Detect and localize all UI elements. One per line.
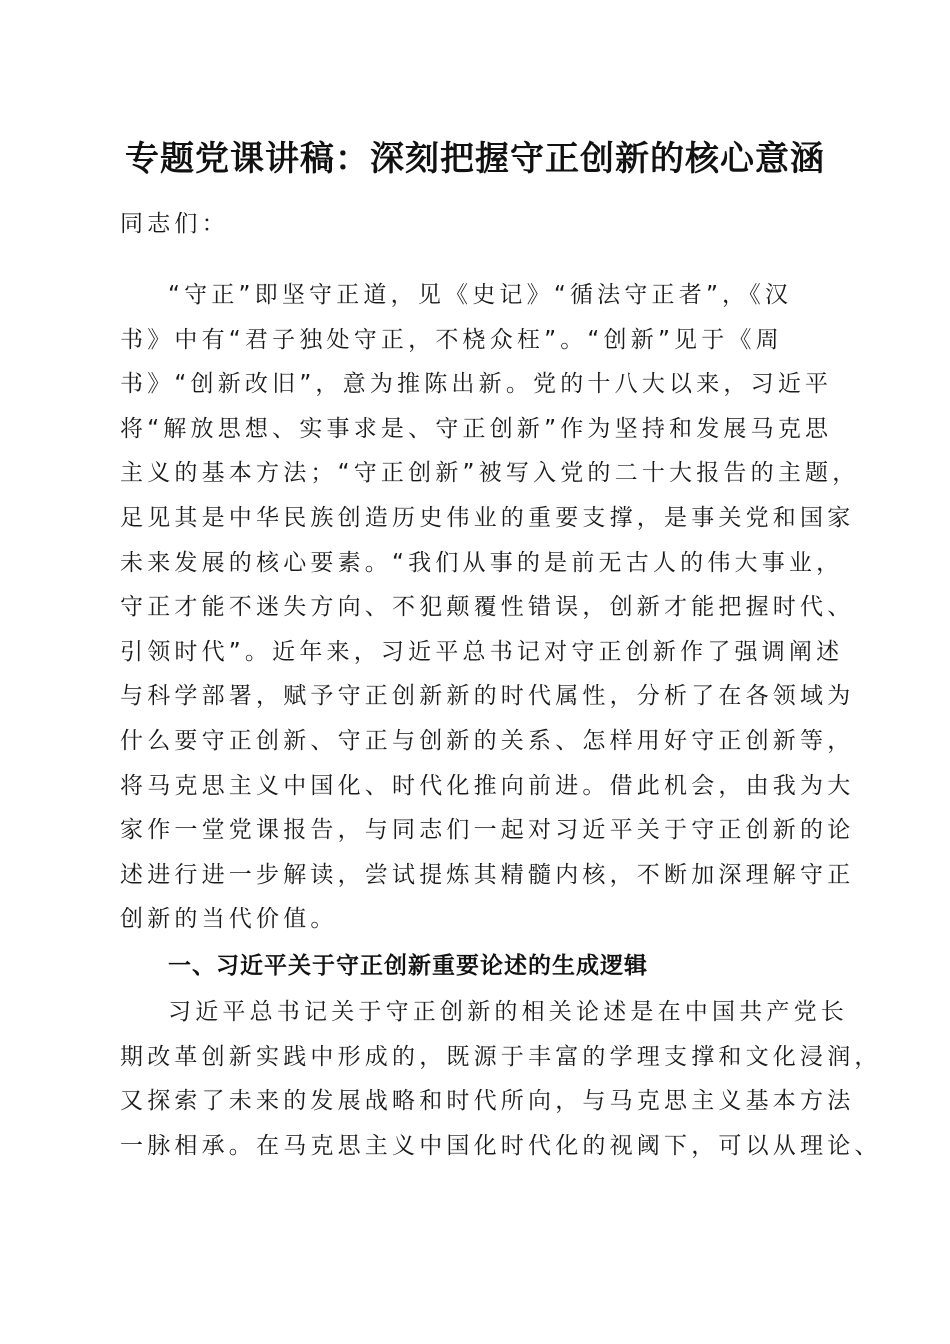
paragraph-line: 主义的基本方法；“守正创新”被写入党的二十大报告的主题， xyxy=(120,460,860,487)
paragraph-line: 期改革创新实践中形成的，既源于丰富的学理支撑和文化浸润， xyxy=(120,1043,882,1070)
document-title: 专题党课讲稿：深刻把握守正创新的核心意涵 xyxy=(125,139,825,179)
paragraph-line: 未来发展的核心要素。“我们从事的是前无古人的伟大事业， xyxy=(120,549,844,576)
paragraph-line: 述进行进一步解读，尝试提炼其精髓内核，不断加深理解守正 xyxy=(120,861,855,888)
paragraph-line: 与科学部署，赋予守正创新新的时代属性，分析了在各领域为 xyxy=(120,683,855,710)
salutation: 同志们： xyxy=(120,211,229,237)
paragraph-line: 创新的当代价值。 xyxy=(120,906,338,933)
paragraph-line: 书》“创新改旧”，意为推陈出新。党的十八大以来，习近平 xyxy=(120,371,833,398)
paragraph-section1 xyxy=(120,990,882,1168)
paragraph-line: 家作一堂党课报告，与同志们一起对习近平关于守正创新的论 xyxy=(120,817,855,844)
paragraph-line: “守正”即坚守正道，见《史记》“循法守正者”，《汉 xyxy=(168,282,793,308)
section-heading: 一、习近平关于守正创新重要论述的生成逻辑 xyxy=(168,953,648,979)
paragraph-line: 引领时代”。近年来，习近平总书记对守正创新作了强调阐述 xyxy=(120,638,844,665)
paragraph-intro xyxy=(120,273,860,942)
paragraph-line: 将马克思主义中国化、时代化推向前进。借此机会，由我为大 xyxy=(120,772,855,799)
paragraph-line: 守正才能不迷失方向、不犯颠覆性错误，创新才能把握时代、 xyxy=(120,594,855,621)
paragraph-line: 习近平总书记关于守正创新的相关论述是在中国共产党长 xyxy=(168,999,848,1025)
paragraph-line: 足见其是中华民族创造历史伟业的重要支撑，是事关党和国家 xyxy=(120,504,855,531)
paragraph-line: 又探索了未来的发展战略和时代所向，与马克思主义基本方法 xyxy=(120,1088,855,1115)
paragraph-line: 什么要守正创新、守正与创新的关系、怎样用好守正创新等， xyxy=(120,727,855,754)
paragraph-line: 一脉相承。在马克思主义中国化时代化的视阈下，可以从理论、 xyxy=(120,1132,882,1159)
paragraph-line: 书》中有“君子独处守正，不桡众枉”。“创新”见于《周 xyxy=(120,326,783,353)
paragraph-line: 将“解放思想、实事求是、守正创新”作为坚持和发展马克思 xyxy=(120,415,833,442)
